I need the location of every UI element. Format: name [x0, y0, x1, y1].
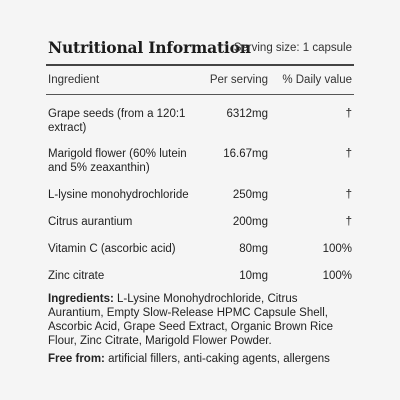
nutrient-amount: 80mg: [239, 242, 268, 255]
nutrient-daily-value: †: [345, 188, 352, 201]
free-from-label: Free from:: [48, 353, 105, 365]
nutrient-name: Zinc citrate: [48, 269, 105, 282]
nutrient-name: Vitamin C (ascorbic acid): [48, 242, 176, 255]
nutrient-daily-value: †: [345, 107, 352, 120]
ingredients-text: L-Lysine Monohydrochloride, Citrus Aurantium, Empty Slow-Release HPMC Capsule Shell, Ascorbic Acid, Grape Seed Extract, Organic Brown Rice Flour, Zinc Citrate, Marigold Flower Powder.: [48, 293, 334, 347]
free-from-note: [48, 352, 354, 366]
column-header-per-serving: Per serving: [209, 73, 268, 86]
ingredients-label: Ingredients:: [48, 293, 114, 305]
nutrient-table: [46, 107, 354, 293]
nutrient-name: Marigold flower (60% lutein and 5% zeaxanthin): [48, 147, 187, 174]
nutrient-amount: 6312mg: [226, 107, 268, 120]
nutrient-daily-value: †: [345, 215, 352, 228]
column-header-ingredient: Ingredient: [48, 73, 100, 86]
page-title: Nutritional Information: [48, 38, 251, 57]
nutrient-daily-value: 100%: [322, 242, 352, 255]
nutrient-amount: 10mg: [239, 269, 268, 282]
column-headers: [46, 66, 354, 92]
nutrient-name: Grape seeds (from a 120:1 extract): [48, 107, 186, 134]
nutrient-daily-value: †: [345, 147, 352, 160]
panel-header: [46, 34, 354, 62]
ingredients-list: [48, 292, 354, 348]
nutrition-panel: [46, 34, 354, 370]
nutrient-name: L-lysine monohydrochloride: [48, 188, 189, 201]
free-from-text: artificial fillers, anti-caking agents, allergens: [104, 353, 330, 365]
serving-size: Serving size: 1 capsule: [233, 42, 352, 54]
nutrient-name: Citrus aurantium: [48, 215, 133, 228]
column-header-daily-value: % Daily value: [282, 73, 352, 86]
nutrient-amount: 250mg: [232, 188, 268, 201]
nutrient-daily-value: 100%: [322, 269, 352, 282]
nutrient-amount: 16.67mg: [223, 147, 268, 160]
nutrient-amount: 200mg: [232, 215, 268, 228]
column-divider: [46, 94, 354, 95]
